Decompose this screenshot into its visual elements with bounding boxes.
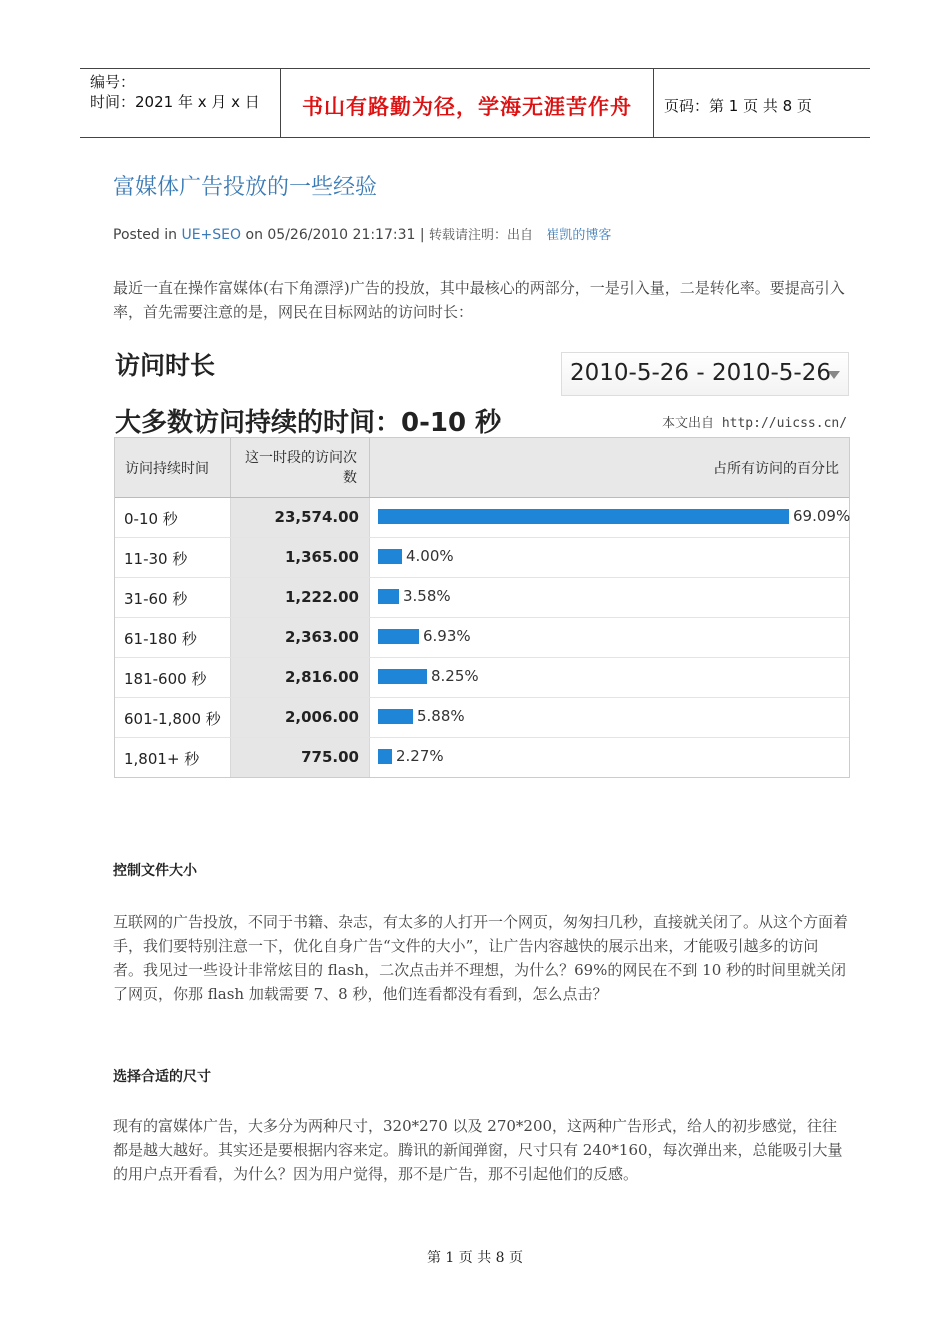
visits-value: 23,574.00 bbox=[274, 508, 359, 526]
duration-cell bbox=[115, 538, 231, 577]
duration-label: 1,801+ 秒 bbox=[124, 750, 200, 768]
percent-cell bbox=[370, 538, 849, 577]
percent-bar bbox=[378, 749, 392, 764]
visits-value: 2,816.00 bbox=[284, 668, 359, 686]
visits-cell bbox=[231, 538, 370, 577]
percent-label: 69.09% bbox=[793, 507, 851, 525]
header-left-cell bbox=[80, 69, 281, 137]
duration-cell bbox=[115, 618, 231, 657]
duration-cell bbox=[115, 578, 231, 617]
report-title: 访问时长 bbox=[115, 351, 216, 380]
report-subtitle: 大多数访问持续的时间：0-10 秒 bbox=[115, 408, 502, 438]
percent-label: 6.93% bbox=[423, 627, 471, 645]
table-row bbox=[115, 498, 849, 537]
percent-cell bbox=[370, 738, 849, 777]
blog-link[interactable]: 崔凯的博客 bbox=[546, 228, 612, 243]
percent-cell bbox=[370, 658, 849, 697]
page-footer: 第 1 页 共 8 页 bbox=[426, 1250, 524, 1266]
time-label: 时间：2021 年 x 月 x 日 bbox=[90, 93, 260, 111]
visits-cell bbox=[231, 578, 370, 617]
table-row bbox=[115, 697, 849, 737]
repost-note: 转载请注明：出自 bbox=[429, 228, 534, 243]
duration-cell bbox=[115, 498, 231, 537]
visits-cell bbox=[231, 658, 370, 697]
duration-cell bbox=[115, 698, 231, 737]
percent-cell bbox=[370, 618, 849, 657]
percent-label: 5.88% bbox=[417, 707, 465, 725]
section-text-file-size: 互联网的广告投放，不同于书籍、杂志，有太多的人打开一个网页，匆匆扫几秒，直接就关闭了。从这个方面着手，我们要特别注意一下，优化自身广告“文件的大小”，让广告内容越快的展示出来，才能吸引越多的访问者。我见过一些设计非常炫目的 flash，二次点击并不理想，为什么？69%的网民在不到 10 秒的时间里就关闭了网页，你那 flash 加载需要 7、8 秒，他们连看都没有看到，怎么点击？ bbox=[113, 913, 849, 1003]
table-row bbox=[115, 737, 849, 777]
duration-label: 11-30 秒 bbox=[124, 550, 188, 568]
visits-cell bbox=[231, 498, 370, 537]
percent-label: 3.58% bbox=[403, 587, 451, 605]
table-row bbox=[115, 617, 849, 657]
percent-bar bbox=[378, 549, 402, 564]
percent-bar bbox=[378, 669, 427, 684]
section-text-size: 现有的富媒体广告，大多分为两种尺寸，320*270 以及 270*200，这两种广告形式，给人的初步感觉，往往都是越大越好。其实还是要根据内容来定。腾讯的新闻弹窗，尺寸只有 240*160，每次弹出来，总能吸引大量的用户点开看看，为什么？因为用户觉得，那不是广告，那不引起他们的反感。 bbox=[113, 1117, 843, 1183]
post-date: on 05/26/2010 21:17:31 | bbox=[245, 227, 425, 243]
duration-label: 601-1,800 秒 bbox=[124, 710, 221, 728]
table-row bbox=[115, 537, 849, 577]
percent-bar bbox=[378, 509, 789, 524]
date-range-picker[interactable] bbox=[561, 352, 849, 396]
duration-cell bbox=[115, 658, 231, 697]
visits-value: 1,365.00 bbox=[284, 548, 359, 566]
visits-value: 2,363.00 bbox=[284, 628, 359, 646]
chevron-down-icon bbox=[828, 371, 840, 379]
page-header bbox=[80, 68, 870, 138]
duration-label: 0-10 秒 bbox=[124, 510, 178, 528]
table-row bbox=[115, 657, 849, 697]
percent-label: 4.00% bbox=[406, 547, 454, 565]
percent-bar bbox=[378, 589, 399, 604]
table-body bbox=[115, 498, 849, 777]
percent-label: 8.25% bbox=[431, 667, 479, 685]
header-middle-cell bbox=[281, 69, 654, 137]
header-right-cell bbox=[654, 69, 870, 137]
posted-in-label: Posted in bbox=[113, 227, 178, 243]
duration-label: 31-60 秒 bbox=[124, 590, 188, 608]
percent-bar bbox=[378, 709, 413, 724]
column-header-percent: 占所有访问的百分比 bbox=[713, 461, 839, 477]
table-header bbox=[115, 438, 849, 498]
percent-label: 2.27% bbox=[396, 747, 444, 765]
duration-table bbox=[114, 437, 850, 778]
column-header-duration: 访问持续时间 bbox=[115, 438, 231, 497]
table-row bbox=[115, 577, 849, 617]
intro-paragraph: 最近一直在操作富媒体(右下角漂浮)广告的投放，其中最核心的两部分，一是引入量，二是转化率。要提高引入率，首先需要注意的是，网民在目标网站的访问时长： bbox=[113, 279, 845, 321]
visits-value: 2,006.00 bbox=[284, 708, 359, 726]
article-title: 富媒体广告投放的一些经验 bbox=[113, 175, 378, 200]
source-note: 本文出自 http://uicss.cn/ bbox=[662, 416, 848, 431]
page-info: 页码：第 1 页 共 8 页 bbox=[664, 97, 812, 115]
duration-label: 61-180 秒 bbox=[124, 630, 197, 648]
section-heading-size: 选择合适的尺寸 bbox=[113, 1069, 211, 1085]
percent-cell bbox=[370, 698, 849, 737]
visits-value: 1,222.00 bbox=[284, 588, 359, 606]
percent-cell bbox=[370, 498, 849, 537]
motto: 书山有路勤为径，学海无涯苦作舟 bbox=[302, 94, 632, 119]
category-link[interactable]: UE+SEO bbox=[181, 227, 242, 243]
date-range-text: 2010-5-26 - 2010-5-26 bbox=[570, 360, 831, 386]
section-heading-file-size: 控制文件大小 bbox=[113, 863, 197, 879]
percent-cell bbox=[370, 578, 849, 617]
visits-cell bbox=[231, 698, 370, 737]
column-header-visits: 这一时段的访问次数 bbox=[231, 438, 370, 497]
article-meta bbox=[113, 224, 611, 243]
number-label: 编号： bbox=[90, 73, 136, 91]
duration-label: 181-600 秒 bbox=[124, 670, 207, 688]
duration-cell bbox=[115, 738, 231, 777]
percent-bar bbox=[378, 629, 419, 644]
visits-cell bbox=[231, 738, 370, 777]
visits-value: 775.00 bbox=[301, 748, 359, 766]
visits-cell bbox=[231, 618, 370, 657]
